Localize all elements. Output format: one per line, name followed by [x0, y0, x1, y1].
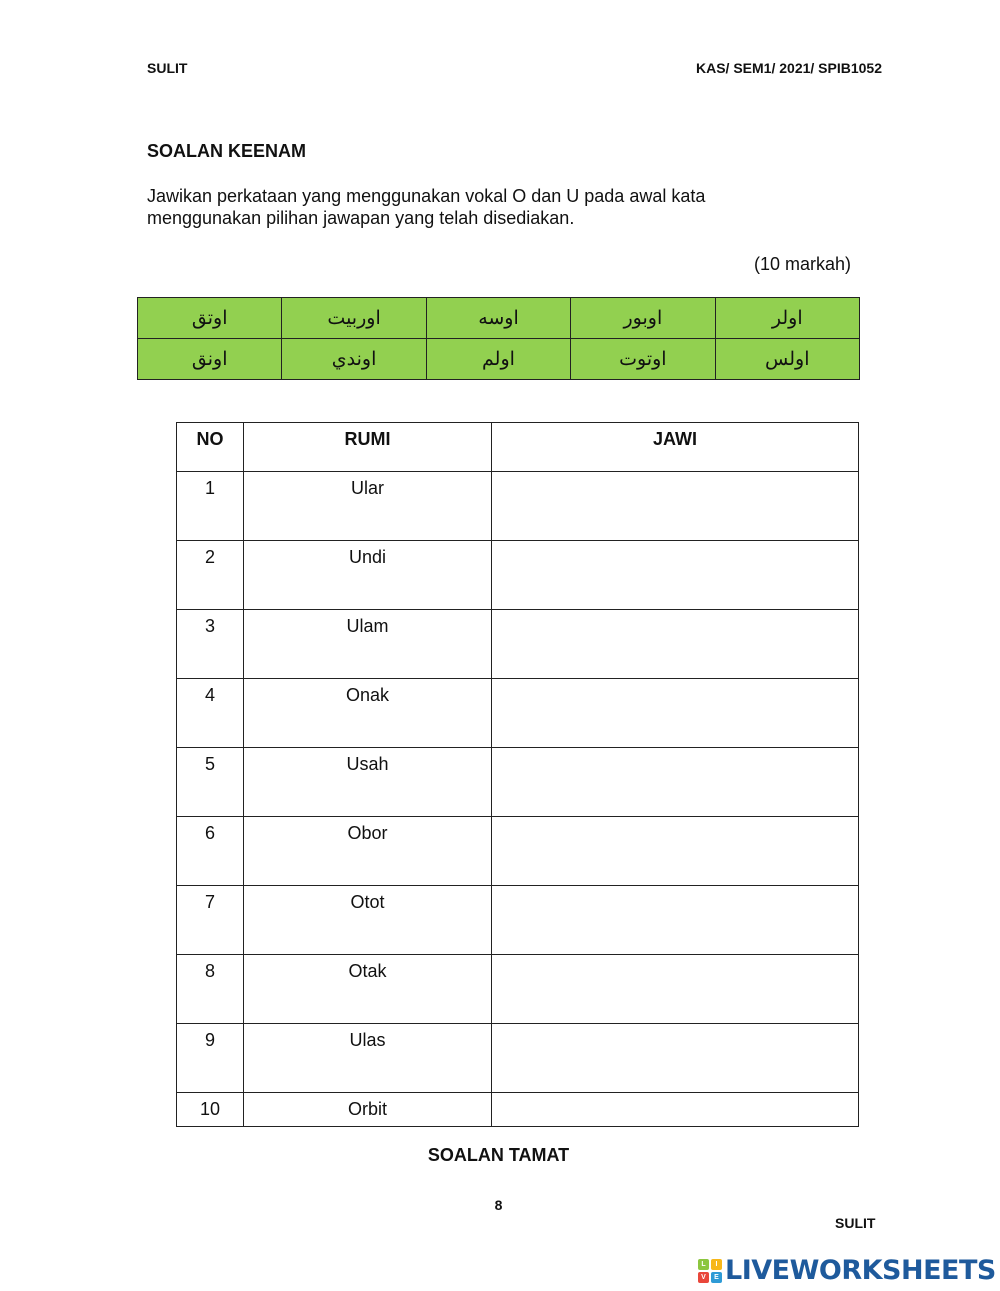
row-number: 2	[177, 541, 244, 610]
rumi-word: Orbit	[244, 1093, 492, 1127]
logo-letter-i: I	[711, 1259, 722, 1270]
table-row	[177, 748, 859, 817]
table-row	[177, 679, 859, 748]
instruction-line-1: Jawikan perkataan yang menggunakan vokal O dan U pada awal kata	[147, 186, 706, 206]
rumi-word: Otot	[244, 886, 492, 955]
rumi-word: Onak	[244, 679, 492, 748]
header-left: SULIT	[147, 60, 188, 76]
choice-cell: اولم	[426, 339, 570, 380]
rumi-word: Ulam	[244, 610, 492, 679]
answer-choices-table	[137, 297, 860, 380]
jawi-answer-input-5[interactable]	[499, 754, 851, 775]
row-number: 3	[177, 610, 244, 679]
logo-letter-e: E	[711, 1272, 722, 1283]
liveworksheets-logo-text: LIVEWORKSHEETS	[725, 1255, 996, 1286]
row-number: 8	[177, 955, 244, 1024]
instruction	[147, 185, 847, 229]
rumi-word: Usah	[244, 748, 492, 817]
question-title: SOALAN KEENAM	[147, 141, 307, 161]
jawi-answer-input-8[interactable]	[499, 961, 851, 982]
jawi-answer-cell	[492, 541, 859, 610]
jawi-answer-input-6[interactable]	[499, 823, 851, 844]
marks-label: (10 markah)	[753, 254, 851, 274]
table-row	[177, 886, 859, 955]
choice-cell: اوبور	[571, 298, 715, 339]
rumi-word: Ular	[244, 472, 492, 541]
answer-table	[176, 422, 859, 1127]
row-number: 5	[177, 748, 244, 817]
instruction-line-2: menggunakan pilihan jawapan yang telah disediakan.	[147, 208, 575, 228]
choices-row-1	[138, 298, 860, 339]
choice-cell: اونق	[138, 339, 282, 380]
answer-table-header	[177, 423, 859, 472]
jawi-answer-cell	[492, 955, 859, 1024]
logo-letter-l: L	[698, 1259, 709, 1270]
liveworksheets-logo-icon	[698, 1259, 722, 1283]
table-row	[177, 1024, 859, 1093]
row-number: 4	[177, 679, 244, 748]
jawi-answer-input-10[interactable]	[499, 1099, 851, 1120]
choice-cell: اوندي	[282, 339, 426, 380]
jawi-answer-cell	[492, 817, 859, 886]
jawi-answer-input-2[interactable]	[499, 547, 851, 568]
footer-sulit: SULIT	[835, 1215, 876, 1231]
table-row	[177, 541, 859, 610]
header-no: NO	[177, 423, 244, 472]
jawi-answer-cell	[492, 886, 859, 955]
liveworksheets-logo[interactable]	[698, 1255, 996, 1286]
jawi-answer-input-4[interactable]	[499, 685, 851, 706]
rumi-word: Undi	[244, 541, 492, 610]
choice-cell: اوسه	[426, 298, 570, 339]
jawi-answer-cell	[492, 748, 859, 817]
choices-row-2	[138, 339, 860, 380]
row-number: 9	[177, 1024, 244, 1093]
rumi-word: Ulas	[244, 1024, 492, 1093]
header-rumi: RUMI	[244, 423, 492, 472]
choice-cell: اولس	[715, 339, 859, 380]
table-row	[177, 1093, 859, 1127]
rumi-word: Obor	[244, 817, 492, 886]
logo-letter-v: V	[698, 1272, 709, 1283]
table-row	[177, 817, 859, 886]
choice-cell: اولر	[715, 298, 859, 339]
row-number: 1	[177, 472, 244, 541]
choice-cell: اوتوت	[571, 339, 715, 380]
page-number: 8	[494, 1197, 503, 1213]
jawi-answer-input-7[interactable]	[499, 892, 851, 913]
jawi-answer-input-1[interactable]	[499, 478, 851, 499]
jawi-answer-input-9[interactable]	[499, 1030, 851, 1051]
table-row	[177, 472, 859, 541]
choice-cell: اوربيت	[282, 298, 426, 339]
choice-cell: اوتق	[138, 298, 282, 339]
header-jawi: JAWI	[492, 423, 859, 472]
end-of-questions: SOALAN TAMAT	[427, 1145, 570, 1165]
row-number: 10	[177, 1093, 244, 1127]
table-row	[177, 955, 859, 1024]
table-row	[177, 610, 859, 679]
jawi-answer-cell	[492, 610, 859, 679]
rumi-word: Otak	[244, 955, 492, 1024]
header-right: KAS/ SEM1/ 2021/ SPIB1052	[696, 60, 882, 76]
jawi-answer-cell	[492, 1024, 859, 1093]
jawi-answer-cell	[492, 472, 859, 541]
row-number: 7	[177, 886, 244, 955]
row-number: 6	[177, 817, 244, 886]
jawi-answer-input-3[interactable]	[499, 616, 851, 637]
jawi-answer-cell	[492, 1093, 859, 1127]
jawi-answer-cell	[492, 679, 859, 748]
